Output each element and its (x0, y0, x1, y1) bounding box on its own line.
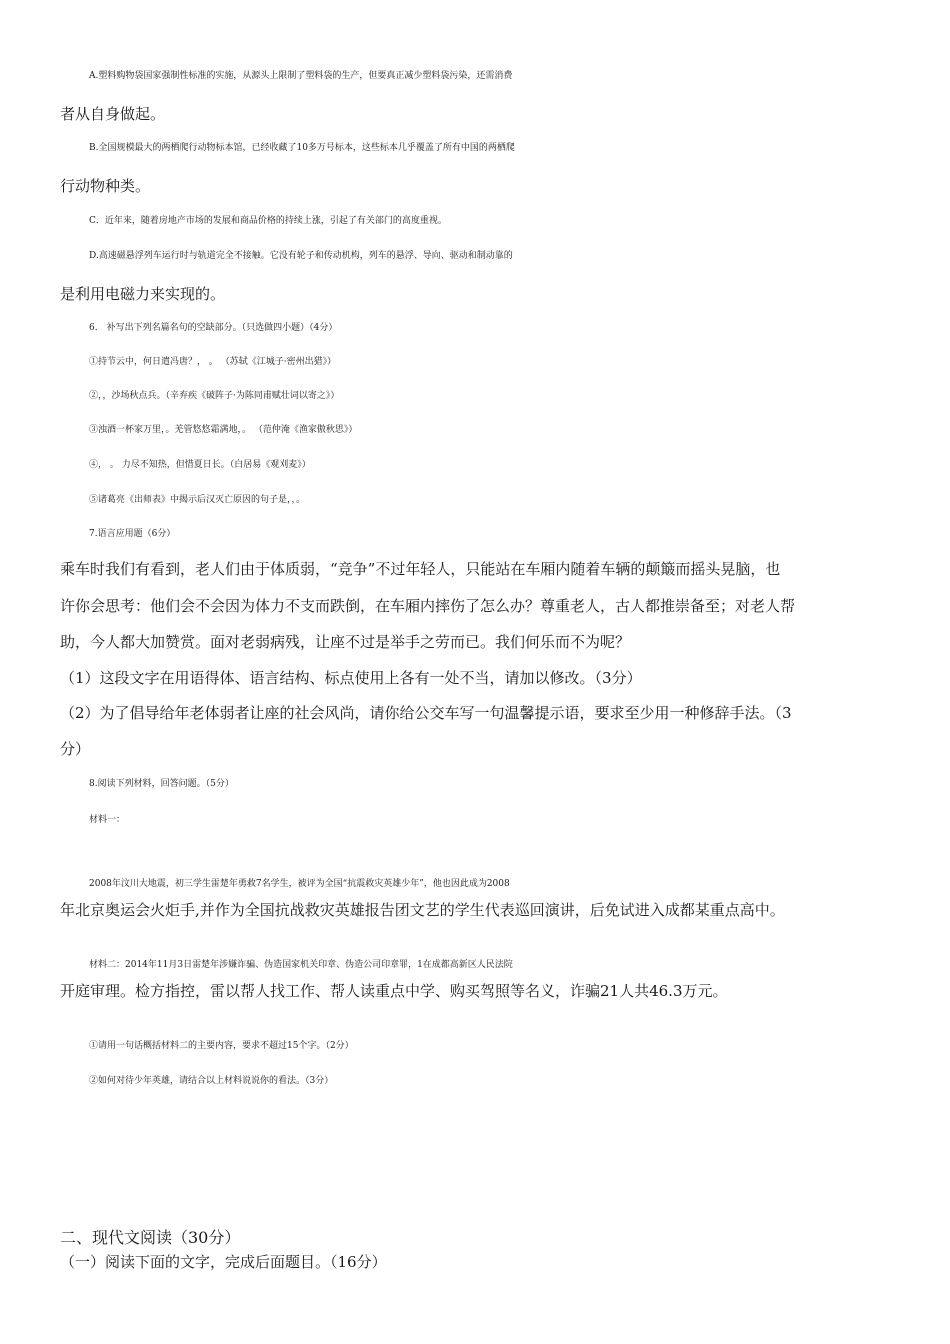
q8-subquestion-1: ①请用一句话概括材料二的主要内容，要求不超过15个字。（2分） (89, 1041, 354, 1051)
q8-material-1-label: 材料一： (89, 815, 126, 825)
q6-title: 6． 补写出下列名篇名句的空缺部分。（只选做四小题）（4分） (89, 323, 338, 333)
section-heading: 二、现代文阅读（30分） (60, 1228, 241, 1247)
q5-option-d-line2: 是利用电磁力来实现的。 (60, 285, 226, 303)
q5-option-b-line1: B.全国规模最大的两栖爬行动物标本馆，已经收藏了10多万号标本，这些标本几乎覆盖了所有中国的两栖爬 (89, 143, 515, 153)
q5-option-c: C．近年来，随着房地产市场的发展和商品价格的持续上涨，引起了有关部门的高度重视。 (89, 216, 447, 226)
q5-option-a-line1: A.塑料购物袋国家强制性标准的实施，从源头上限制了塑料袋的生产，但要真正减少塑料袋污染，还需消费 (89, 71, 513, 81)
q7-passage-line2: 许你会思考：他们会不会因为体力不支而跌倒，在车厢内摔伤了怎么办？尊重老人，古人都推崇备至；对老人帮 (60, 597, 796, 615)
q7-title: 7.语言应用题（6分） (89, 529, 176, 539)
q6-item-5: ⑤诸葛亮《出师表》中揭示后汉灭亡原因的句子是，，。 (89, 495, 306, 505)
q5-option-d-line1: D.高速磁悬浮列车运行时与轨道完全不接触。它没有轮子和传动机构，列车的悬浮、导向、驱动和制动靠的 (89, 251, 513, 261)
q5-option-a-line2: 者从自身做起。 (60, 105, 166, 123)
q8-material-2-line2: 开庭审理。检方指控，雷以帮人找工作、帮人读重点中学、购买驾照等名义，诈骗21人共46.3万元。 (60, 982, 728, 1000)
q6-item-2: ②，，沙场秋点兵。（辛弃疾《破阵子·为陈同甫赋壮词以寄之》） (89, 391, 340, 401)
q6-item-3: ③浊酒一杯家万里，。羌管悠悠霜满地，。 （范仲淹《渔家傲秋思》） (89, 425, 358, 435)
q5-option-b-line2: 行动物种类。 (60, 177, 151, 195)
q8-title: 8.阅读下列材料，回答问题。（5分） (89, 779, 234, 789)
section-subheading: （一）阅读下面的文字，完成后面题目。（16分） (60, 1253, 387, 1271)
q7-subquestion-1: （1）这段文字在用语得体、语言结构、标点使用上各有一处不当，请加以修改。（3分） (60, 669, 642, 687)
q8-material-2-line1: 材料二：2014年11月3日雷楚年涉嫌诈骗、伪造国家机关印章、伪造公司印章罪，1在成都高新区人民法院 (89, 960, 513, 970)
q7-subquestion-2-line2: 分） (60, 740, 91, 758)
q7-passage-line1: 乘车时我们有看到，老人们由于体质弱，“竞争”不过年轻人，只能站在车厢内随着车辆的颠簸而摇头晃脑，也 (60, 560, 781, 578)
q6-item-1: ①持节云中，何日遣冯唐？， 。 （苏轼《江城子·密州出猎》） (89, 357, 337, 367)
q7-subquestion-2-line1: （2）为了倡导给年老体弱者让座的社会风尚，请你给公交车写一句温馨提示语，要求至少用一种修辞手法。（3 (60, 704, 792, 722)
q8-material-1-line2: 年北京奥运会火炬手,并作为全国抗战救灾英雄报告团文艺的学生代表巡回演讲，后免试进入成都某重点高中。 (60, 901, 785, 919)
q8-subquestion-2: ②如何对待少年英雄，请结合以上材料说说你的看法。（3分） (89, 1076, 334, 1086)
q7-passage-line3: 助，今人都大加赞赏。面对老弱病残，让座不过是举手之劳而已。我们何乐而不为呢？ (60, 633, 631, 651)
q6-item-4: ④， 。 力尽不知热，但惜夏日长。（白居易《观刈麦》） (89, 460, 311, 470)
q8-material-1-line1: 2008年汶川大地震，初三学生雷楚年勇救7名学生，被评为全国“抗震救灾英雄少年”，他也因此成为2008 (89, 879, 510, 889)
